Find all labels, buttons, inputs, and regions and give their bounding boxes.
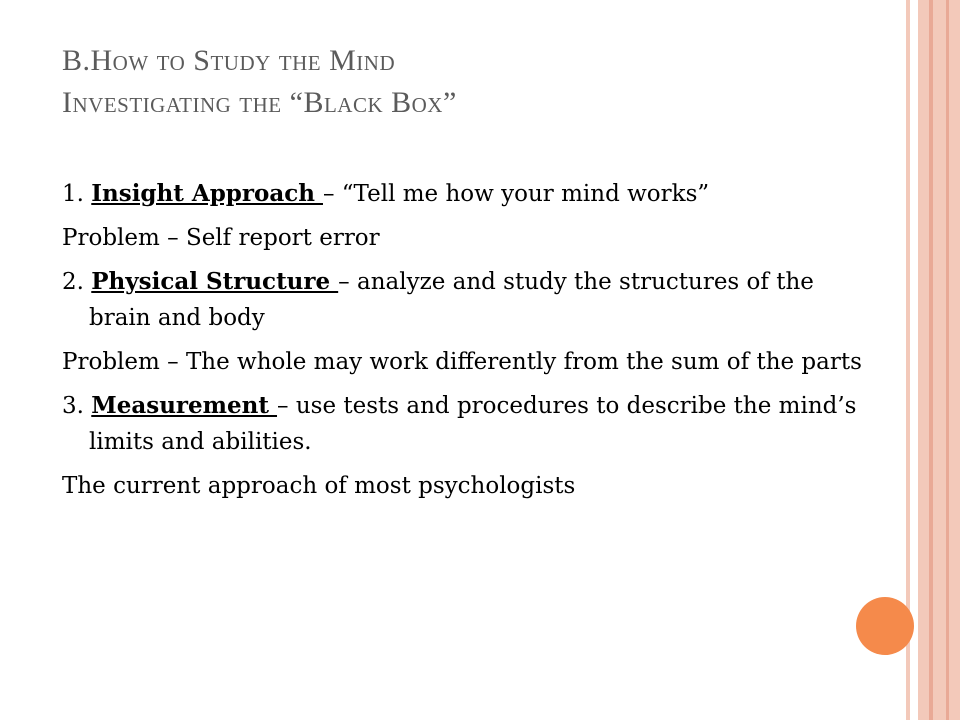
- term-measurement: Measurement: [91, 392, 278, 419]
- item-description: – use tests and procedures to describe the mind’s limits and abilities.: [89, 393, 857, 455]
- item-number: 1.: [62, 181, 92, 207]
- term-physical-structure: Physical Structure: [91, 268, 339, 295]
- list-item-insight-approach: [62, 176, 882, 212]
- list-item-problem-1: [62, 220, 882, 256]
- decorative-stripe: [929, 0, 933, 720]
- list-item-current-approach: [62, 468, 882, 504]
- list-item-problem-2: [62, 344, 882, 380]
- decorative-stripe: [946, 0, 949, 720]
- accent-circle: [856, 597, 914, 655]
- item-text: Problem – The whole may work differently from the sum of the parts: [62, 349, 862, 375]
- slide-body: [62, 176, 882, 512]
- title-line-1: B.How to Study the Mind: [62, 44, 396, 77]
- item-text: Problem – Self report error: [62, 225, 380, 251]
- item-number: 2.: [62, 269, 92, 295]
- term-insight-approach: Insight Approach: [91, 180, 323, 207]
- item-text: The current approach of most psychologists: [62, 473, 576, 499]
- list-item-measurement: [62, 388, 882, 460]
- item-number: 3.: [62, 393, 92, 419]
- list-item-physical-structure: [62, 264, 882, 336]
- decorative-right-band: [918, 0, 960, 720]
- item-description: – “Tell me how your mind works”: [322, 181, 710, 207]
- title-line-2: Investigating the “Black Box”: [62, 86, 457, 119]
- item-description: – analyze and study the structures of the brain and body: [89, 269, 814, 331]
- slide-title: [62, 40, 882, 124]
